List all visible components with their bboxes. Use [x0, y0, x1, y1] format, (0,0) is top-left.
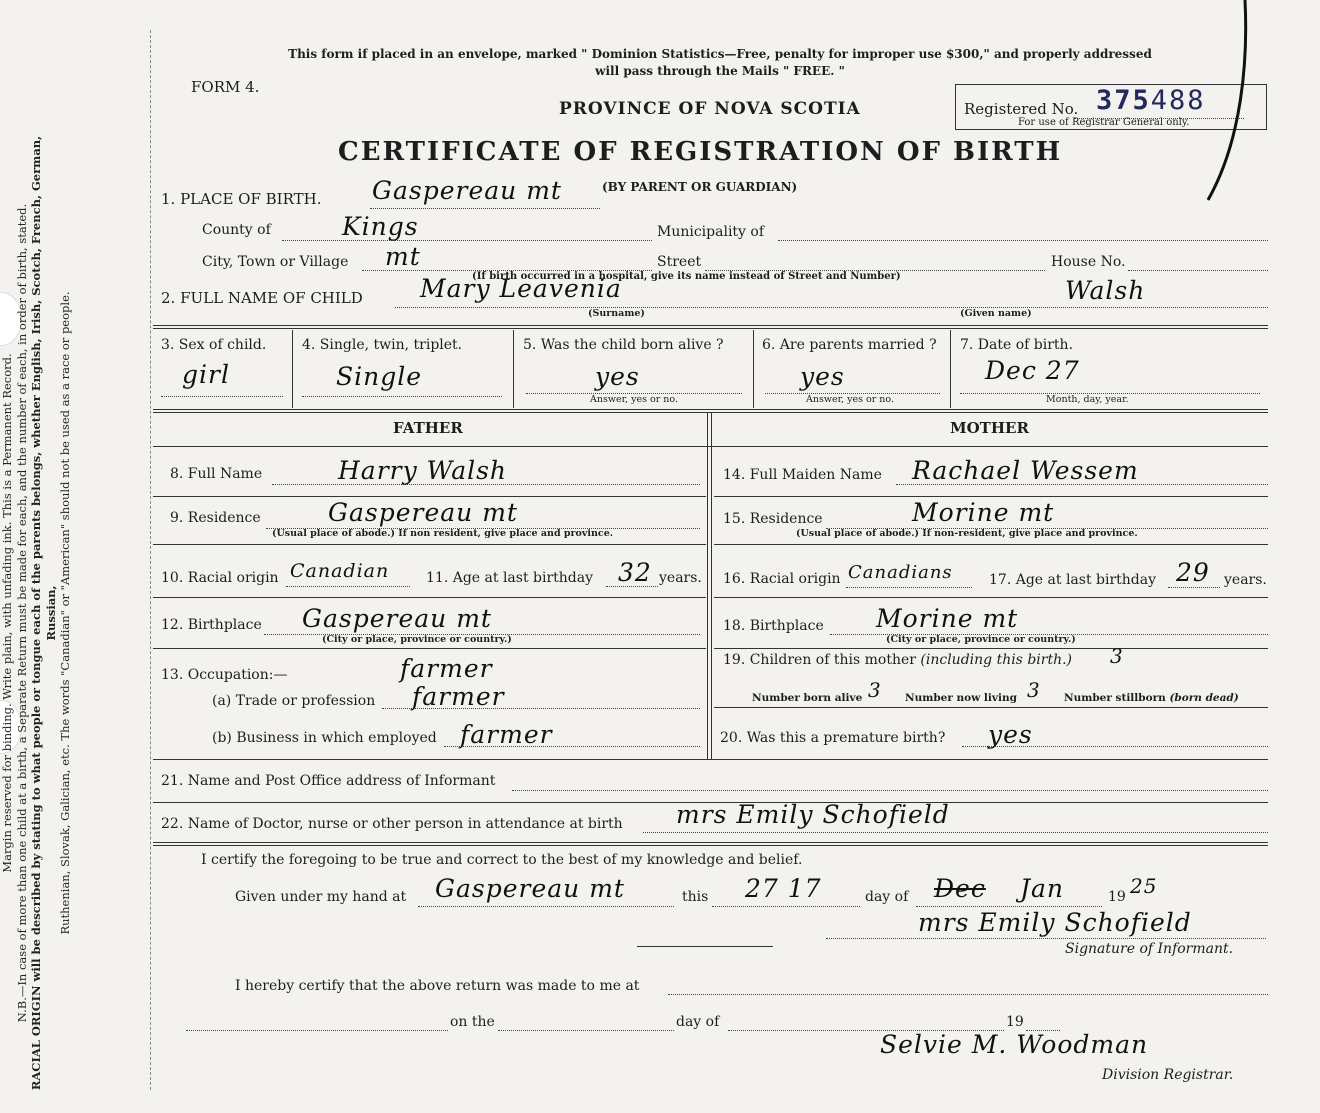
child-surname-value: Walsh: [1065, 276, 1146, 305]
municipality-line: [778, 240, 1268, 241]
date-caption: Month, day, year.: [1046, 394, 1129, 405]
born-alive-value: 3: [868, 678, 882, 702]
year-prefix: 19: [1108, 889, 1126, 905]
mother-heading: MOTHER: [950, 419, 1029, 437]
box-divider-4: [950, 330, 951, 408]
day-line: [712, 906, 860, 907]
house-line: [1128, 270, 1268, 271]
stillborn-text: Number stillborn: [1064, 692, 1166, 704]
mother-age-label: 17. Age at last birthday: [989, 572, 1157, 588]
father-age-unit: years.: [659, 570, 702, 586]
registered-label: Registered No.: [964, 100, 1079, 118]
hospital-note: (If birth occurred in a hospital, give its name instead of Street and Number): [472, 271, 901, 282]
postal-note-line2: will pass through the Mails " FREE. ": [595, 64, 845, 78]
county-value: Kings: [342, 212, 419, 241]
county-label: County of: [202, 222, 271, 238]
registered-value-b: 488: [1150, 85, 1206, 116]
given-under-value: Gaspereau mt: [435, 874, 625, 903]
registered-value-a: 375: [1096, 85, 1151, 116]
mother-residence-value: Morine mt: [912, 498, 1055, 527]
return-line: [668, 994, 1268, 995]
province-title: PROVINCE OF NOVA SCOTIA: [559, 99, 861, 119]
margin-note: [0, 113, 76, 1113]
single-label: 4. Single, twin, triplet.: [302, 337, 463, 353]
mother-children-label: [723, 652, 1072, 668]
given-under-line: [418, 906, 674, 907]
mother-children-value: 3: [1110, 644, 1124, 668]
child-given-value: Mary Leavenia: [420, 274, 622, 303]
father-occupation-value: farmer: [400, 654, 493, 683]
father-racial-label: 10. Racial origin: [161, 570, 279, 586]
parents-divider-b: [711, 412, 712, 759]
date-label: 7. Date of birth.: [960, 337, 1074, 353]
father-racial-line: [286, 586, 410, 587]
stillborn-note: (born dead): [1169, 692, 1239, 704]
doctor-value: mrs Emily Schofield: [676, 800, 950, 829]
rule-row15: [714, 544, 1268, 545]
margin-note-line4: Ruthenian, Slovak, Galician, etc. The words "Canadian" or "American" should not be used as a race or people.: [58, 291, 72, 935]
certificate-title: CERTIFICATE OF REGISTRATION OF BIRTH: [338, 137, 1063, 167]
margin-pen-stroke: [1190, 0, 1260, 220]
given-under-label: Given under my hand at: [235, 889, 407, 905]
place-of-birth-label: 1. PLACE OF BIRTH.: [161, 190, 322, 208]
doctor-label: 22. Name of Doctor, nurse or other person in attendance at birth: [161, 816, 623, 832]
rule-row10: [153, 597, 706, 598]
mother-birthplace-caption: (City or place, province or country.): [886, 634, 1076, 645]
house-label: House No.: [1051, 254, 1126, 270]
rule-boxes-top: [153, 325, 1268, 326]
year-19-label: 19: [1006, 1014, 1024, 1030]
registrar-use-note: For use of Registrar General only.: [1018, 117, 1190, 128]
married-caption: Answer, yes or no.: [806, 394, 895, 405]
rule-row8: [153, 496, 706, 497]
postal-note-line1: This form if placed in an envelope, marked " Dominion Statistics—Free, penalty for improper use $300," and properly addressed: [288, 47, 1152, 61]
mother-birthplace-value: Morine mt: [876, 604, 1019, 633]
municipality-label: Municipality of: [657, 224, 765, 240]
rule-row9: [153, 544, 706, 545]
street-label: Street: [657, 254, 702, 270]
mother-racial-line: [846, 587, 972, 588]
premature-value: yes: [988, 720, 1033, 749]
form-number: FORM 4.: [191, 78, 260, 96]
date-value: Dec 27: [985, 356, 1080, 385]
mother-name-label: 14. Full Maiden Name: [723, 467, 882, 483]
box-divider-2: [513, 330, 514, 408]
father-racial-value: Canadian: [290, 560, 390, 582]
place-of-birth-line: [370, 208, 600, 209]
rule-row14: [714, 496, 1268, 497]
city-label: City, Town or Village: [202, 254, 349, 270]
married-value: yes: [800, 362, 845, 391]
informant-signature: mrs Emily Schofield: [918, 908, 1192, 937]
signature-short-rule: [637, 946, 773, 947]
mother-age-value: 29: [1176, 558, 1210, 587]
father-age-label: 11. Age at last birthday: [426, 570, 594, 586]
father-trade-value: farmer: [412, 682, 505, 711]
postal-note: [240, 46, 1200, 80]
father-residence-caption: (Usual place of abode.) If non resident, give place and province.: [272, 528, 614, 539]
informant-line: [512, 790, 1268, 791]
surname-caption: (Surname): [588, 308, 645, 319]
mother-racial-value: Canadians: [848, 562, 953, 583]
alive-value: yes: [595, 362, 640, 391]
father-trade-label: (a) Trade or profession: [212, 693, 376, 709]
margin-note-line1: Margin reserved for binding. Write plain, with unfading ink. This is a Permanent Record.: [0, 353, 14, 873]
return-statement: I hereby certify that the above return was made to me at: [235, 978, 640, 994]
alive-caption: Answer, yes or no.: [590, 394, 679, 405]
place-of-birth-value: Gaspereau mt: [372, 176, 562, 205]
father-business-value: farmer: [460, 720, 553, 749]
living-label: Number now living: [905, 692, 1017, 704]
month-value: Jan: [1020, 874, 1065, 903]
alive-label: 5. Was the child born alive ?: [523, 337, 724, 353]
on-the-label: on the: [450, 1014, 495, 1030]
county-line: [282, 240, 652, 241]
rule-row19: [714, 707, 1268, 708]
mother-racial-label: 16. Racial origin: [723, 571, 841, 587]
rule-boxes-top2: [153, 328, 1268, 329]
registrar-caption: Division Registrar.: [1102, 1067, 1234, 1083]
mother-residence-caption: (Usual place of abode.) If non-resident, give place and province.: [796, 528, 1138, 539]
margin-note-line3: RACIAL ORIGIN will be described by stating to what people or tongue each of the parents belongs, whether English, Irish, Scotch, French, German, Russian,: [29, 135, 58, 1091]
mother-children-text: 19. Children of this mother: [723, 652, 916, 668]
rule-row16: [714, 597, 1268, 598]
sex-line: [161, 396, 283, 397]
certify-statement: I certify the foregoing to be true and correct to the best of my knowledge and belief.: [201, 852, 803, 868]
box-divider-1: [292, 330, 293, 408]
single-line: [302, 396, 502, 397]
registrar-signature: Selvie M. Woodman: [880, 1030, 1149, 1059]
father-residence-value: Gaspereau mt: [328, 498, 518, 527]
signature-caption: Signature of Informant.: [1065, 941, 1234, 957]
premature-label: 20. Was this a premature birth?: [720, 730, 946, 746]
rule-row22a: [153, 842, 1268, 843]
this-label: this: [682, 889, 709, 905]
rule-parents-head: [153, 446, 1268, 447]
father-occupation-label: 13. Occupation:—: [161, 667, 288, 683]
child-name-label: 2. FULL NAME OF CHILD: [161, 289, 363, 307]
father-age-value: 32: [618, 558, 652, 587]
single-value: Single: [336, 362, 423, 391]
father-birthplace-value: Gaspereau mt: [302, 604, 492, 633]
rule-row18: [714, 648, 1268, 649]
father-name-label: 8. Full Name: [170, 466, 263, 482]
mother-age-line: [1168, 587, 1220, 588]
rule-boxes-bottom: [153, 409, 1268, 410]
mother-birthplace-label: 18. Birthplace: [723, 618, 824, 634]
sex-value: girl: [182, 360, 230, 389]
father-birthplace-label: 12. Birthplace: [161, 617, 262, 633]
month-line: [916, 906, 1102, 907]
informant-signature-line: [826, 938, 1266, 939]
rule-row22b: [153, 845, 1268, 846]
stillborn-label: [1064, 692, 1239, 704]
rule-row12: [153, 648, 706, 649]
mother-name-value: Rachael Wessem: [912, 456, 1139, 485]
informant-label: 21. Name and Post Office address of Informant: [161, 773, 496, 789]
given-name-caption: (Given name): [960, 308, 1032, 319]
mother-children-note: (including this birth.): [920, 652, 1073, 668]
sex-label: 3. Sex of child.: [161, 337, 267, 353]
month-struck: Dec: [934, 874, 986, 903]
city-value: mt: [385, 242, 421, 271]
day-of-label-2: day of: [676, 1014, 720, 1030]
rule-parents-bottom: [153, 759, 1268, 760]
father-business-label: (b) Business in which employed: [212, 730, 437, 746]
father-name-value: Harry Walsh: [338, 456, 508, 485]
child-name-line: [395, 307, 1268, 308]
living-value: 3: [1027, 678, 1041, 702]
margin-rule: [150, 30, 151, 1090]
margin-note-line2: N.B.—In case of more than one child at a birth, a Separate Return must be made for each, and the number of each, in order of birth, stated.: [14, 203, 29, 1023]
father-birthplace-caption: (City or place, province or country.): [322, 634, 512, 645]
parents-divider-a: [707, 412, 708, 759]
day-of-label: day of: [865, 889, 909, 905]
married-label: 6. Are parents married ?: [762, 337, 937, 353]
box-divider-3: [753, 330, 754, 408]
mother-age-unit: years.: [1224, 572, 1267, 588]
doctor-line: [643, 832, 1268, 833]
on-the-line-b: [498, 1030, 674, 1031]
mother-residence-label: 15. Residence: [723, 511, 823, 527]
born-alive-label: Number born alive: [752, 692, 863, 704]
day-value: 27 17: [745, 874, 822, 903]
on-the-line-a: [186, 1030, 448, 1031]
year-value: 25: [1130, 874, 1158, 898]
father-residence-label: 9. Residence: [170, 510, 261, 526]
subtitle: (BY PARENT OR GUARDIAN): [602, 180, 798, 194]
father-heading: FATHER: [393, 419, 463, 437]
